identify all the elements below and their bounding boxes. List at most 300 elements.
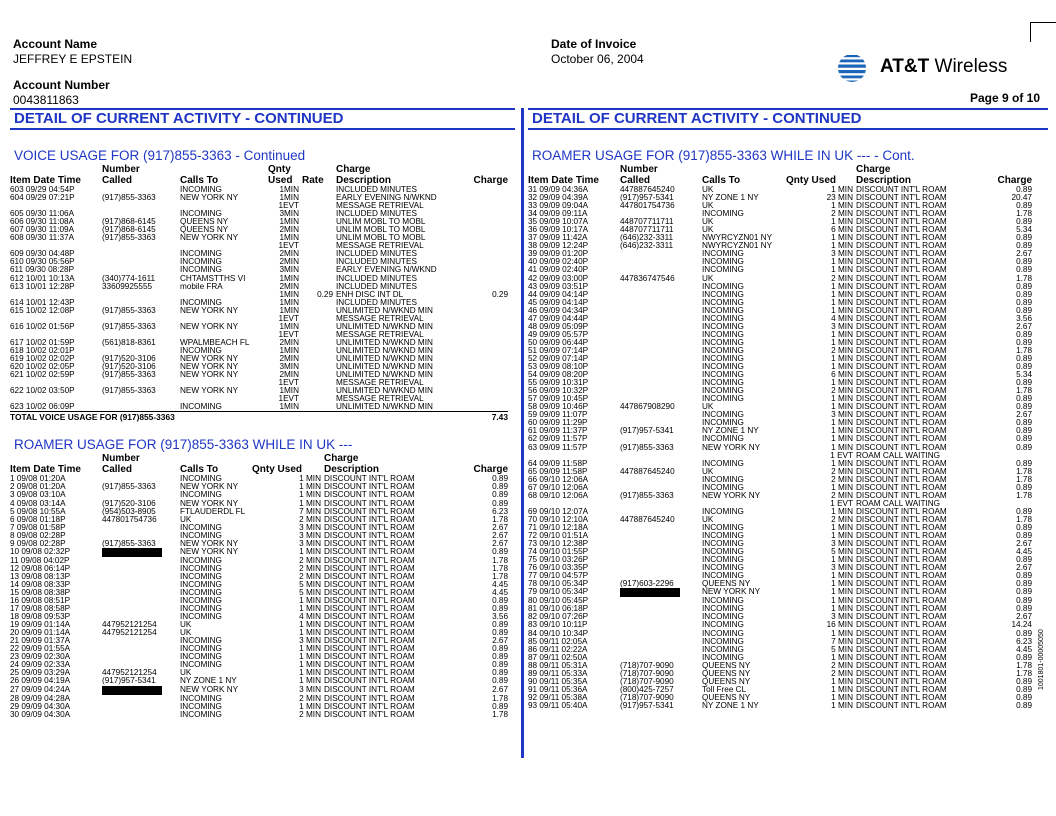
- table-cell: INCOMING: [180, 693, 222, 703]
- table-cell: 0.89: [1016, 257, 1032, 267]
- table-cell: 2.67: [1016, 539, 1032, 549]
- table-cell: INCLUDED MINUTES: [336, 209, 417, 219]
- table-row: [10, 653, 508, 661]
- table-cell: 1EVT: [278, 313, 299, 323]
- table-row: [10, 315, 508, 323]
- hdr-description: Description: [336, 175, 392, 186]
- table-cell: 81 09/10 06:18P: [528, 604, 589, 614]
- voice-usage-table: [10, 164, 508, 421]
- table-cell: DISCOUNT INT'L ROAM: [324, 652, 415, 662]
- table-cell: 1 MIN: [831, 289, 853, 299]
- table-cell: 1 MIN: [831, 217, 853, 227]
- table-cell: 1MIN: [279, 321, 299, 331]
- table-cell: [302, 363, 336, 371]
- table-cell: [456, 323, 508, 331]
- hdr-charge-top: Charge: [856, 164, 891, 175]
- table-cell: 23 09/09 02:30A: [10, 652, 71, 662]
- table-cell: DISCOUNT INT'L ROAM: [324, 693, 415, 703]
- table-cell: [302, 258, 336, 266]
- page-number: Page 9 of 10: [969, 91, 1040, 105]
- table-cell: 0.89: [1016, 442, 1032, 452]
- table-cell: 0.89: [1016, 394, 1032, 404]
- table-cell: 1MIN: [279, 217, 299, 227]
- table-cell: 0.89: [1016, 353, 1032, 363]
- table-row: [10, 242, 508, 250]
- table-cell: [102, 711, 180, 719]
- table-cell: 1 MIN: [831, 402, 853, 412]
- table-cell: [302, 387, 336, 395]
- table-cell: Toll Free CL: [702, 684, 747, 694]
- hdr-qnty-top: Qnty: [268, 164, 291, 175]
- table-cell: 1 MIN: [831, 700, 853, 710]
- table-cell: 2 MIN: [831, 386, 853, 396]
- table-cell: INCLUDED MINUTES: [336, 281, 417, 291]
- table-cell: 0.89: [1016, 482, 1032, 492]
- table-cell: DISCOUNT INT'L ROAM: [324, 612, 415, 622]
- table-row: [528, 258, 1032, 266]
- table-cell: [456, 258, 508, 266]
- table-cell: 61 09/09 11:37P: [528, 426, 588, 436]
- table-cell: 1 MIN: [831, 418, 853, 428]
- table-cell: (718)707-9090: [620, 668, 674, 678]
- hdr-number-top: Number: [620, 164, 658, 175]
- table-cell: 1 MIN: [299, 701, 321, 711]
- table-cell: DISCOUNT INT'L ROAM: [856, 193, 947, 203]
- table-cell: [302, 403, 336, 412]
- table-cell: UNLIMITED N/WKND MIN: [336, 345, 433, 355]
- table-cell: 1.78: [1016, 345, 1032, 355]
- table-cell: 1.78: [1016, 490, 1032, 500]
- table-row: [528, 654, 1032, 662]
- table-cell: [620, 411, 702, 419]
- table-cell: 14 09/08 08:33P: [10, 579, 71, 589]
- table-cell: 24 09/09 02:33A: [10, 660, 71, 670]
- table-row: [10, 371, 508, 379]
- table-row: [528, 186, 1032, 194]
- table-cell: [102, 589, 180, 597]
- hdr-item: Item: [10, 464, 31, 476]
- table-row: [10, 339, 508, 347]
- table-cell: 0.89: [1016, 233, 1032, 243]
- table-row: [10, 703, 508, 711]
- table-cell: [302, 202, 336, 210]
- table-cell: INCOMING: [702, 547, 744, 557]
- table-cell: [456, 379, 508, 387]
- roamer-usage-title-left: ROAMER USAGE FOR (917)855-3363 WHILE IN UK ---: [14, 437, 353, 453]
- table-cell: 33609925555: [102, 281, 153, 291]
- table-cell: 2.67: [1016, 249, 1032, 259]
- table-cell: 1EVT: [278, 378, 299, 388]
- table-cell: 1MIN: [279, 402, 299, 412]
- table-cell: INCOMING: [180, 555, 222, 565]
- table-cell: 26 09/09 04:19A: [10, 676, 71, 686]
- table-cell: INCOMING: [702, 370, 744, 380]
- table-cell: DISCOUNT INT'L ROAM: [856, 321, 947, 331]
- table-row: [528, 275, 1032, 283]
- table-cell: 1 MIN: [831, 684, 853, 694]
- table-row: [528, 347, 1032, 355]
- table-row: [528, 387, 1032, 395]
- table-cell: 1 MIN: [831, 297, 853, 307]
- table-cell: DISCOUNT INT'L ROAM: [856, 522, 947, 532]
- table-row: [10, 475, 508, 483]
- table-cell: 1 MIN: [299, 660, 321, 670]
- banner-title-right: DETAIL OF CURRENT ACTIVITY - CONTINUED: [528, 108, 1048, 130]
- table-cell: 57 09/09 10:45P: [528, 394, 589, 404]
- table-row: [528, 484, 1032, 492]
- table-cell: INCOMING: [702, 474, 744, 484]
- table-cell: 1 MIN: [831, 233, 853, 243]
- table-row: [10, 403, 508, 412]
- table-cell: MESSAGE RETRIEVAL: [336, 329, 424, 339]
- table-cell: 30 09/09 04:30A: [10, 709, 71, 719]
- table-cell: (917)520-3106: [102, 498, 156, 508]
- left-column: [10, 108, 515, 719]
- table-cell: 90 09/11 05:35A: [528, 676, 588, 686]
- table-cell: 4.45: [1016, 644, 1032, 654]
- table-cell: QUEENS NY: [180, 217, 229, 227]
- table-cell: 1 MIN: [831, 353, 853, 363]
- table-cell: 8 09/08 02:28P: [10, 530, 66, 540]
- table-cell: 447887645240: [620, 514, 675, 524]
- table-cell: DISCOUNT INT'L ROAM: [856, 201, 947, 211]
- table-cell: 71 09/10 12:18A: [528, 522, 589, 532]
- table-cell: 82 09/10 07:26P: [528, 612, 589, 622]
- table-cell: 28 09/09 04:28A: [10, 693, 71, 703]
- table-cell: [102, 565, 180, 573]
- table-cell: DISCOUNT INT'L ROAM: [856, 410, 947, 420]
- table-cell: UNLIMITED N/WKND MIN: [336, 370, 433, 380]
- table-cell: 5 MIN: [299, 587, 321, 597]
- table-cell: DISCOUNT INT'L ROAM: [856, 257, 947, 267]
- table-cell: INCOMING: [180, 522, 222, 532]
- table-cell: (917)520-3106: [102, 353, 156, 363]
- table-cell: 1.78: [492, 514, 508, 524]
- table-cell: 4.45: [492, 579, 508, 589]
- table-cell: UK: [702, 273, 714, 283]
- table-cell: [456, 339, 508, 347]
- table-cell: 76 09/10 03:35P: [528, 563, 589, 573]
- table-cell: [102, 403, 180, 412]
- table-cell: INCOMING: [180, 474, 222, 484]
- table-cell: 93 09/11 05:40A: [528, 700, 588, 710]
- table-cell: 0.89: [1016, 555, 1032, 565]
- table-row: [528, 556, 1032, 564]
- table-cell: 605 09/30 11:06A: [10, 209, 75, 219]
- table-row: [10, 491, 508, 499]
- table-cell: INCOMING: [702, 209, 744, 219]
- table-cell: 2MIN: [279, 249, 299, 259]
- hdr-description: Description: [324, 464, 380, 476]
- table-cell: 5 MIN: [299, 579, 321, 589]
- table-cell: 2 MIN: [831, 474, 853, 484]
- table-cell: 612 10/01 10:13A: [10, 273, 75, 283]
- hdr-charge: Charge: [997, 175, 1032, 186]
- table-cell: 0.89: [1016, 418, 1032, 428]
- table-row: [528, 468, 1032, 476]
- hdr-spacer: [456, 164, 508, 175]
- table-cell: 69 09/10 12:07A: [528, 506, 589, 516]
- table-cell: 5 MIN: [831, 644, 853, 654]
- table-cell: 2.67: [1016, 612, 1032, 622]
- table-row: [10, 283, 508, 291]
- table-cell: (917)855-3363: [102, 386, 156, 396]
- table-row: [10, 573, 508, 581]
- table-row: [10, 711, 508, 719]
- table-cell: DISCOUNT INT'L ROAM: [324, 587, 415, 597]
- table-cell: INCOMING: [180, 249, 222, 259]
- table-cell: 614 10/01 12:43P: [10, 297, 75, 307]
- table-cell: INCLUDED MINUTES: [336, 257, 417, 267]
- table-cell: DISCOUNT INT'L ROAM: [856, 217, 947, 227]
- hdr-spacer: [702, 164, 786, 175]
- table-cell: 3.56: [492, 612, 508, 622]
- table-row: [528, 508, 1032, 516]
- table-cell: NWYRCYZN01 NY: [702, 241, 773, 251]
- table-row: [10, 686, 508, 695]
- table-cell: DISCOUNT INT'L ROAM: [856, 185, 947, 194]
- table-cell: 2 MIN: [831, 668, 853, 678]
- table-row: [528, 339, 1032, 347]
- table-cell: 0.89: [492, 490, 508, 500]
- table-cell: 2 MIN: [299, 571, 321, 581]
- table-cell: 63 09/09 11:57P: [528, 442, 588, 452]
- table-cell: 1MIN: [279, 273, 299, 283]
- table-cell: [620, 646, 702, 654]
- table-cell: 33 09/09 09:04A: [528, 201, 589, 211]
- table-cell: 7 MIN: [831, 636, 853, 646]
- table-cell: DISCOUNT INT'L ROAM: [856, 644, 947, 654]
- table-cell: DISCOUNT INT'L ROAM: [856, 587, 947, 597]
- table-cell: (954)503-8905: [102, 506, 156, 516]
- table-cell: DISCOUNT INT'L ROAM: [856, 337, 947, 347]
- table-cell: [620, 307, 702, 315]
- table-cell: INCOMING: [180, 587, 222, 597]
- voice-total-label: TOTAL VOICE USAGE FOR (917)855-3363: [10, 412, 456, 422]
- voice-total-row: [10, 412, 508, 422]
- table-cell: DISCOUNT INT'L ROAM: [856, 514, 947, 524]
- table-cell: 14.24: [1011, 620, 1032, 630]
- table-cell: [620, 363, 702, 371]
- table-cell: [620, 299, 702, 307]
- table-cell: 45 09/09 04:14P: [528, 297, 589, 307]
- table-cell: 1EVT: [278, 241, 299, 251]
- table-cell: DISCOUNT INT'L ROAM: [856, 305, 947, 315]
- table-row: [10, 532, 508, 540]
- table-cell: 35 09/09 10:07A: [528, 217, 589, 227]
- table-cell: INCOMING: [702, 378, 744, 388]
- table-cell: [456, 250, 508, 258]
- table-cell: 0.89: [1016, 289, 1032, 299]
- table-cell: (917)957-5341: [620, 193, 674, 203]
- table-cell: 603 09/29 04:54P: [10, 185, 75, 194]
- table-row: [10, 266, 508, 274]
- hdr-spacer: [448, 453, 508, 464]
- table-cell: UNLIMITED N/WKND MIN: [336, 362, 433, 372]
- table-cell: 2MIN: [279, 370, 299, 380]
- table-cell: [302, 186, 336, 194]
- table-cell: 2 MIN: [831, 209, 853, 219]
- table-cell: [456, 403, 508, 412]
- table-cell: [620, 605, 702, 613]
- table-cell: [456, 331, 508, 339]
- table-row: [10, 557, 508, 565]
- table-row: [528, 435, 1032, 443]
- table-cell: DISCOUNT INT'L ROAM: [324, 668, 415, 678]
- table-cell: 1 MIN: [831, 531, 853, 541]
- table-cell: 1.78: [492, 693, 508, 703]
- table-cell: 0.89: [492, 628, 508, 638]
- table-cell: 83 09/10 10:11P: [528, 620, 588, 630]
- table-cell: [620, 371, 702, 379]
- table-cell: DISCOUNT INT'L ROAM: [324, 636, 415, 646]
- table-cell: UK: [180, 620, 192, 630]
- table-cell: (917)855-3363: [102, 321, 156, 331]
- table-cell: DISCOUNT INT'L ROAM: [856, 289, 947, 299]
- voice-total-value: 7.43: [456, 412, 508, 422]
- table-cell: [620, 331, 702, 339]
- table-cell: (917)855-3363: [620, 442, 674, 452]
- table-cell: 41 09/09 02:40P: [528, 265, 589, 275]
- table-cell: 0.89: [1016, 337, 1032, 347]
- table-cell: [620, 613, 702, 621]
- table-cell: 1 MIN: [831, 458, 853, 468]
- table-cell: 0.89: [1016, 329, 1032, 339]
- table-cell: [302, 210, 336, 218]
- table-cell: (646)232-3311: [620, 241, 674, 251]
- table-cell: 0.89: [1016, 522, 1032, 532]
- table-cell: [620, 339, 702, 347]
- hdr-item: Item: [10, 175, 31, 186]
- table-cell: [302, 226, 336, 234]
- hdr-called: Called: [620, 175, 651, 186]
- table-row: [528, 516, 1032, 524]
- table-cell: NEW YORK NY: [702, 490, 761, 500]
- table-cell: 1.78: [1016, 386, 1032, 396]
- table-row: [528, 379, 1032, 387]
- table-cell: 20.47: [1011, 193, 1032, 203]
- table-cell: NEW YORK NY: [180, 482, 239, 492]
- table-cell: 609 09/30 04:48P: [10, 249, 75, 259]
- table-cell: 84 09/10 10:34P: [528, 628, 589, 638]
- table-cell: EARLY EVENING N/WKND: [336, 265, 437, 275]
- table-cell: (917)868-6145: [102, 217, 156, 227]
- table-cell: 2.67: [492, 684, 508, 694]
- table-cell: INCOMING: [702, 394, 744, 404]
- table-cell: NEW YORK NY: [180, 538, 239, 548]
- table-cell: UK: [702, 217, 714, 227]
- table-cell: DISCOUNT INT'L ROAM: [856, 612, 947, 622]
- table-cell: UNLIM MOBL TO MOBL: [336, 225, 426, 235]
- table-cell: (800)425-7257: [620, 684, 674, 694]
- table-row: [10, 565, 508, 573]
- table-cell: 3 MIN: [299, 538, 321, 548]
- table-cell: DISCOUNT INT'L ROAM: [324, 571, 415, 581]
- table-row: [528, 210, 1032, 218]
- table-cell: 1 MIN: [831, 596, 853, 606]
- table-cell: DISCOUNT INT'L ROAM: [856, 490, 947, 500]
- brand-name: AT&T: [880, 56, 930, 77]
- table-cell: DISCOUNT INT'L ROAM: [324, 506, 415, 516]
- table-cell: ROAM CALL WAITING: [856, 450, 941, 460]
- table-cell: [456, 347, 508, 355]
- table-cell: 89 09/11 05:33A: [528, 668, 588, 678]
- table-cell: 1 MIN: [299, 596, 321, 606]
- table-cell: [102, 524, 180, 532]
- table-cell: [456, 299, 508, 307]
- table-cell: (917)957-5341: [620, 426, 674, 436]
- table-cell: 2.67: [1016, 410, 1032, 420]
- table-cell: 3 MIN: [831, 539, 853, 549]
- table-cell: INCOMING: [702, 539, 744, 549]
- table-cell: 2 MIN: [831, 490, 853, 500]
- table-cell: 1 09/08 01:20A: [10, 474, 66, 484]
- table-cell: UNLIMITED N/WKND MIN: [336, 337, 433, 347]
- table-cell: 2 09/08 01:20A: [10, 482, 66, 492]
- table-cell: UNLIM MOBL TO MOBL: [336, 217, 426, 227]
- hdr-charge: Charge: [473, 464, 508, 476]
- table-cell: 3 MIN: [831, 563, 853, 573]
- table-row: [528, 444, 1032, 452]
- table-cell: [620, 379, 702, 387]
- table-cell: INCOMING: [702, 652, 744, 662]
- table-row: [528, 572, 1032, 580]
- table-cell: INCOMING: [702, 337, 744, 347]
- table-cell: 74 09/10 01:55P: [528, 547, 589, 557]
- table-cell: [302, 379, 336, 387]
- table-cell: 78 09/10 05:34P: [528, 579, 589, 589]
- table-cell: [620, 452, 702, 460]
- hdr-calls-to: Calls To: [180, 464, 219, 476]
- table-cell: INCLUDED MINUTES: [336, 185, 417, 194]
- table-cell: 2 MIN: [831, 514, 853, 524]
- table-cell: 1 MIN: [831, 362, 853, 372]
- table-cell: 6 09/08 01:18P: [10, 514, 66, 524]
- table-cell: 77 09/10 04:57P: [528, 571, 589, 581]
- table-cell: INCOMING: [180, 701, 222, 711]
- table-row: [528, 355, 1032, 363]
- table-cell: DISCOUNT INT'L ROAM: [856, 249, 947, 259]
- table-cell: 1 MIN: [831, 265, 853, 275]
- table-cell: 608 09/30 11:37A: [10, 233, 75, 243]
- table-cell: 11 09/08 04:02P: [10, 555, 70, 565]
- table-row: [528, 678, 1032, 686]
- table-cell: 606 09/30 11:08A: [10, 217, 75, 227]
- table-cell: 1.78: [1016, 668, 1032, 678]
- table-cell: INCOMING: [180, 709, 222, 719]
- table-cell: [620, 588, 702, 597]
- table-cell: [102, 637, 180, 645]
- table-cell: [620, 250, 702, 258]
- table-cell: 0.89: [1016, 692, 1032, 702]
- table-cell: 1 MIN: [831, 257, 853, 267]
- table-cell: 1 MIN: [831, 482, 853, 492]
- table-cell: INCOMING: [702, 321, 744, 331]
- table-cell: 31 09/09 04:36A: [528, 185, 589, 194]
- table-row: [528, 266, 1032, 274]
- table-cell: (917)520-3106: [102, 362, 156, 372]
- table-row: [10, 218, 508, 226]
- table-cell: INCOMING: [180, 563, 222, 573]
- table-cell: (718)707-9090: [620, 660, 674, 670]
- table-cell: DISCOUNT INT'L ROAM: [856, 329, 947, 339]
- table-cell: INCOMING: [180, 257, 222, 267]
- table-cell: UK: [702, 466, 714, 476]
- table-cell: 0.89: [1016, 434, 1032, 444]
- table-cell: INCOMING: [180, 530, 222, 540]
- table-cell: 1 MIN: [831, 676, 853, 686]
- table-cell: 0.89: [1016, 265, 1032, 275]
